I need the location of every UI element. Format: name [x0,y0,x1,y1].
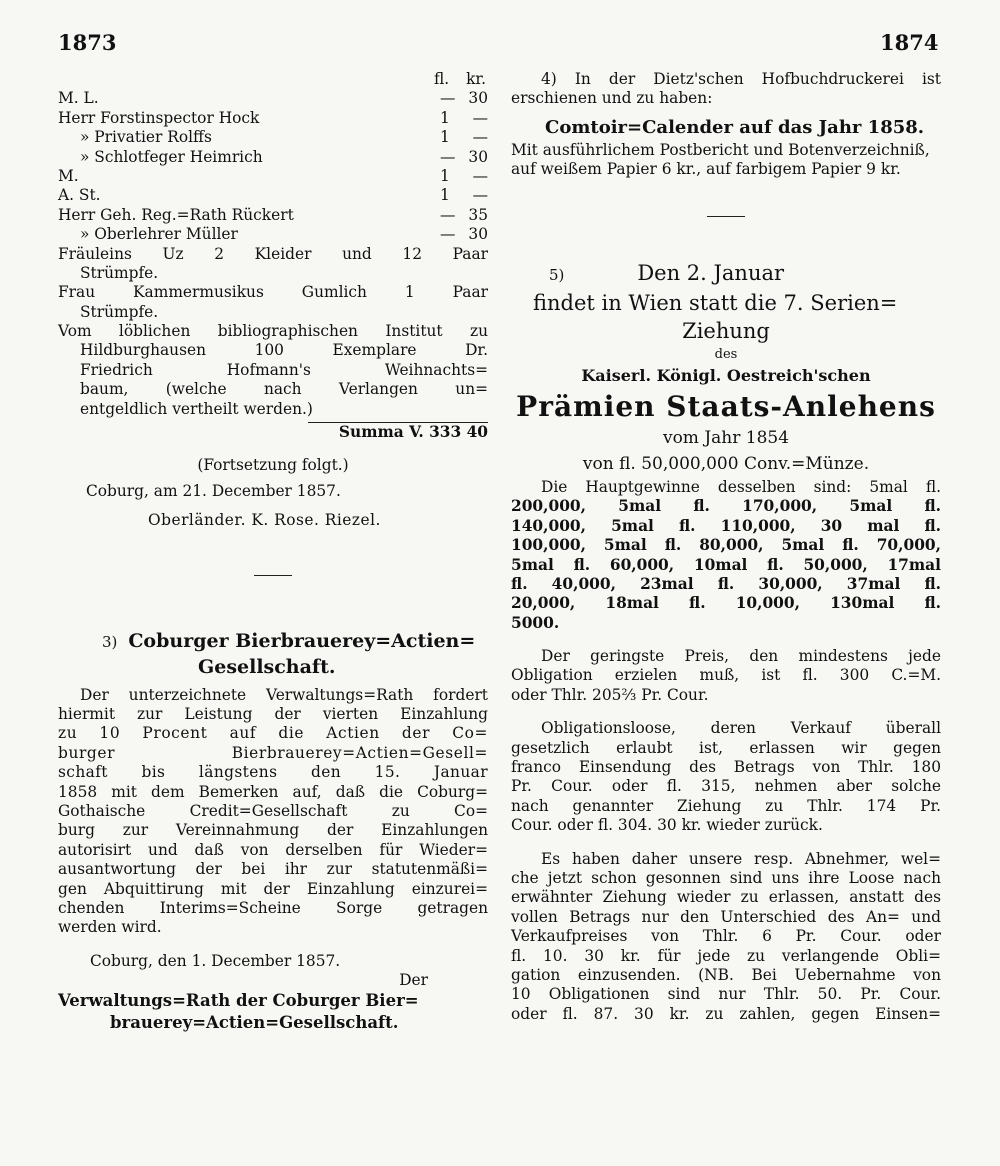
donation-row [58,148,488,167]
offer-line: Verkaufpreises von Thlr. 6 Pr. Cour. oder [511,927,941,946]
gift-line: Strümpfe. [80,263,159,282]
offer-line: gation einzusenden. (NB. Bei Uebernahme von [511,965,941,984]
notice-line: werden wird. [58,918,162,937]
offer-line: vollen Betrags nur den Unterschied des An= und [511,907,941,926]
donation-row [58,167,488,186]
prize-line: 5mal fl. 60,000, 10mal fl. 50,000, 17mal [511,555,941,574]
notice-line: Der unterzeichnete Verwaltungs=Rath fordert [80,685,488,704]
prize-line: 100,000, 5mal fl. 80,000, 5mal fl. 70,000, [511,536,941,555]
gift-line: Vom löblichen bibliographischen Institut zu [58,322,488,341]
ad-line: findet in Wien statt die 7. Serien= [533,290,898,315]
gift-line: baum, (welche nach Verlangen un= [80,380,488,399]
section-divider [707,216,745,217]
donation-fl: 1 [440,166,450,185]
lots-line: Cour. oder fl. 304. 30 kr. wieder zurück. [511,816,823,835]
signatories: Oberländer. K. Rose. Riezel. [148,511,381,530]
donation-fl: 1 [440,186,450,205]
currency-header [434,70,494,89]
gift-line: Frau Kammermusikus Gumlich 1 Paar [58,283,488,302]
section-divider [254,575,292,576]
notice-number: 3) [102,632,118,651]
lots-line: Obligationsloose, deren Verkauf überall [541,719,941,738]
donation-list [58,89,488,244]
donation-fl: 1 [440,128,450,147]
notice-title-cont: Gesellschaft. [198,655,336,678]
notice-line: 1858 mit dem Bemerken auf, daß die Coburg= [58,782,488,801]
donor-name: M. L. [58,89,99,108]
donation-row [58,206,488,225]
min-price-line: oder Thlr. 205⅔ Pr. Cour. [511,685,709,704]
prize-list [511,478,941,633]
gift-line: Strümpfe. [80,302,159,321]
donor-name: A. St. [58,186,101,205]
notice-line: burger Bierbrauerey=Actien=Gesell= [58,743,488,762]
donation-kr: — [472,186,488,205]
book-intro: erschienen und zu haben: [511,89,713,108]
min-price-line: Obligation erzielen muß, ist fl. 300 C.=M. [511,666,941,685]
donation-kr: — [472,108,488,127]
page-number-left: 1873 [58,30,117,55]
donation-kr: 30 [468,225,488,244]
notice-der: Der [399,971,428,990]
lots-line: Pr. Cour. oder fl. 315, nehmen aber solche [511,777,941,796]
prize-line: 140,000, 5mal fl. 110,000, 30 mal fl. [511,516,941,535]
calendar-desc: Mit ausführlichem Postbericht und Botenverzeichniß, [511,140,930,159]
prize-line: Die Hauptgewinne desselben sind: 5mal fl. [541,477,941,496]
ad-amount: von fl. 50,000,000 Conv.=Münze. [582,453,870,474]
donor-name: Herr Geh. Reg.=Rath Rückert [58,205,294,224]
ad-line: Ziehung [682,318,770,343]
notice-line: schaft bis längstens den 15. Januar [58,763,488,782]
donor-name: » Schlotfeger Heimrich [80,147,263,166]
prize-line: 20,000, 18mal fl. 10,000, 130mal fl. [511,594,941,613]
offer-line: fl. 10. 30 kr. für jede zu verlangende Obli= [511,946,941,965]
summa-line: Summa V. 333 40 [338,423,488,442]
prize-line: fl. 40,000, 23mal fl. 30,000, 37mal fl. [511,574,941,593]
gift-line: Hildburghausen 100 Exemplare Dr. [80,341,488,360]
offer-line: che jetzt schon gesonnen sind uns ihre Loose nach [511,868,941,887]
donation-fl: — [440,89,456,108]
offer-line: Es haben daher unsere resp. Abnehmer, wel= [541,849,941,868]
ad-issuer: Kaiserl. Königl. Oestreich'schen [581,365,871,385]
donation-row [58,89,488,108]
donation-row [58,109,488,128]
donation-kr: 30 [468,89,488,108]
donor-name: M. [58,166,79,185]
place-date: Coburg, am 21. December 1857. [86,481,341,500]
notice-body [58,686,488,938]
lots-offer [511,719,941,835]
gift-list [58,245,488,420]
notice-date: Coburg, den 1. December 1857. [90,951,341,970]
notice-line: Gothaische Credit=Gesellschaft zu Co= [58,801,488,820]
page-number-right: 1874 [880,30,939,55]
notice-heading [58,628,488,654]
prize-line: 5000. [511,613,560,632]
lots-line: nach genannter Ziehung zu Thlr. 174 Pr. [511,796,941,815]
gift-line: entgeldlich vertheilt werden.) [80,399,313,418]
gift-line: Friedrich Hofmann's Weihnachts= [80,360,488,379]
offer-line: erwähnter Ziehung wieder zu erlassen, anstatt des [511,888,941,907]
min-price [511,647,941,705]
donation-kr: — [472,166,488,185]
notice-line: gen Abquittirung mit der Einzahlung einzurei= [58,879,488,898]
donation-kr: 30 [468,147,488,166]
donor-name: » Oberlehrer Müller [80,225,238,244]
min-price-line: Der geringste Preis, den mindestens jede [541,647,941,666]
notice-line: hiermit zur Leistung der vierten Einzahlung [58,704,488,723]
book-intro: 4) In der Dietz'schen Hofbuchdruckerei ist [541,70,941,88]
lots-line: gesetzlich erlaubt ist, erlassen wir gegen [511,738,941,757]
ad-heading [511,257,941,289]
notice-line: chenden Interims=Scheine Sorge getragen [58,898,488,917]
left-column [58,70,488,1034]
donation-fl: — [440,147,456,166]
notice-line: autorisirt und daß von derselben für Wieder= [58,840,488,859]
notice-signed: Verwaltungs=Rath der Coburger Bier= [58,991,419,1011]
fl-header: fl. [434,70,450,88]
donation-row [58,128,488,147]
calendar-desc: auf weißem Papier 6 kr., auf farbigem Papier 9 kr. [511,160,901,179]
kr-header: kr. [466,70,486,88]
notice-signed-cont: brauerey=Actien=Gesellschaft. [110,1013,399,1033]
donation-fl: — [440,225,456,244]
lots-line: franco Einsendung des Betrags von Thlr. 180 [511,758,941,777]
right-column [511,70,941,1024]
notice-line: ausantwortung der bei ihr zur statutenmäßi= [58,860,488,879]
donation-header [58,70,488,89]
donation-fl: — [440,205,456,224]
resale-offer [511,850,941,1025]
ad-date: Den 2. Januar [637,260,785,285]
ad-big-title: Prämien Staats-Anlehens [516,389,936,423]
gift-line: Fräuleins Uz 2 Kleider und 12 Paar [58,244,488,263]
notice-line: zu 10 Procent auf die Actien der Co= [58,724,488,743]
donor-name: Herr Forstinspector Hock [58,108,260,127]
offer-line: oder fl. 87. 30 kr. zu zahlen, gegen Einsen= [511,1004,941,1023]
continued-note: (Fortsetzung folgt.) [197,456,349,475]
donation-row [58,225,488,244]
ad-des: des [714,346,738,362]
prize-line: 200,000, 5mal fl. 170,000, 5mal fl. [511,497,941,516]
offer-line: 10 Obligationen sind nur Thlr. 50. Pr. Cour. [511,985,941,1004]
donation-row [58,186,488,205]
ad-year: vom Jahr 1854 [662,427,790,448]
ad-number: 5) [549,265,565,284]
donation-fl: 1 [440,108,450,127]
notice-line: burg zur Vereinnahmung der Einzahlungen [58,821,488,840]
calendar-title: Comtoir=Calender auf das Jahr 1858. [545,116,925,138]
notice-title: Coburger Bierbrauerey=Actien= [128,629,476,652]
donor-name: » Privatier Rolffs [80,128,212,147]
donation-kr: — [472,128,488,147]
donation-kr: 35 [468,205,488,224]
